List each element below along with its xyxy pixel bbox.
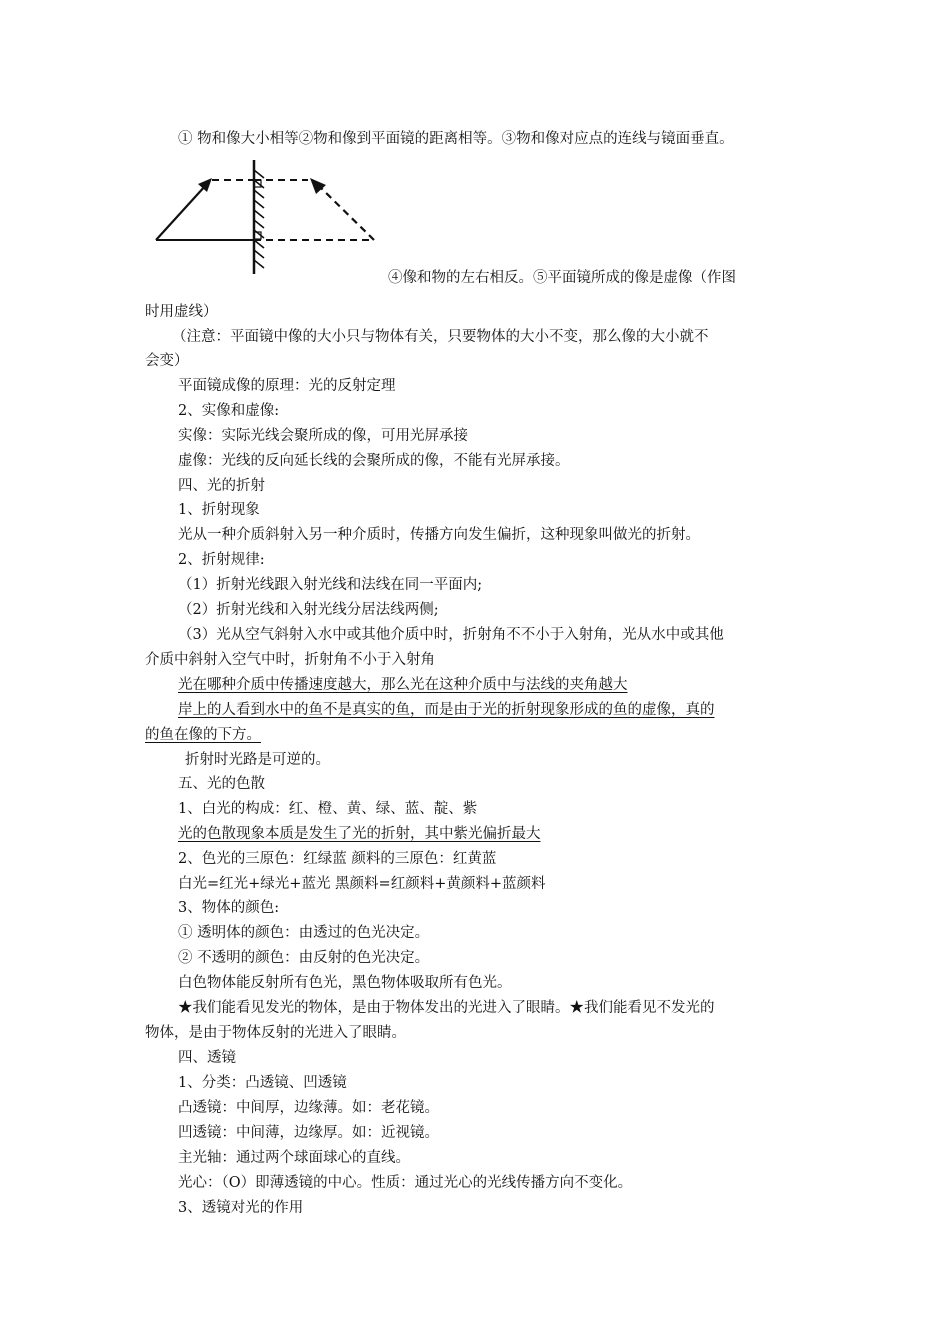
text-line: 虚像：光线的反向延长线的会聚所成的像，不能有光屏承接。 <box>178 453 570 469</box>
text-line: 时用虚线） <box>145 304 218 320</box>
text-line: ④像和物的左右相反。⑤平面镜所成的像是虚像（作图 <box>388 270 736 286</box>
text-line: ② 不透明的颜色：由反射的色光决定。 <box>178 950 430 966</box>
text-line: 介质中斜射入空气中时，折射角不小于入射角 <box>145 652 435 668</box>
section-heading: 2、折射规律: <box>178 552 265 568</box>
text-line: 平面镜成像的原理：光的反射定理 <box>178 378 396 394</box>
text-line: 光心：（O）即薄透镜的中心。性质：通过光心的光线传播方向不变化。 <box>178 1175 633 1191</box>
text-line: ★我们能看见发光的物体，是由于物体发出的光进入了眼睛。★我们能看见不发光的 <box>178 1000 715 1016</box>
underlined-text-line: 光在哪种介质中传播速度越大，那么光在这种介质中与法线的夹角越大 <box>178 677 628 693</box>
text-line: ① 物和像大小相等②物和像到平面镜的距离相等。③物和像对应点的连线与镜面垂直。 <box>178 131 734 147</box>
text-line: （1）折射光线跟入射光线和法线在同一平面内; <box>178 577 483 593</box>
text-line: 光从一种介质斜射入另一种介质时，传播方向发生偏折，这种现象叫做光的折射。 <box>178 527 700 543</box>
section-heading: 3、物体的颜色: <box>178 900 280 916</box>
underlined-text-line: 光的色散现象本质是发生了光的折射，其中紫光偏折最大 <box>178 826 541 842</box>
text-line: 1、白光的构成：红、橙、黄、绿、蓝、靛、紫 <box>178 801 478 817</box>
text-line: 折射时光路是可逆的。 <box>185 752 330 768</box>
text-line: 物体，是由于物体反射的光进入了眼睛。 <box>145 1025 406 1041</box>
section-heading: 五、光的色散 <box>178 776 265 792</box>
text-line: 白光=红光+绿光+蓝光 黑颜料=红颜料+黄颜料+蓝颜料 <box>178 876 546 892</box>
underlined-text-line: 的鱼在像的下方。 <box>145 727 261 743</box>
plane-mirror-diagram <box>148 156 380 278</box>
text-line: 凹透镜：中间薄，边缘厚。如：近视镜。 <box>178 1125 439 1141</box>
text-line: （注意：平面镜中像的大小只与物体有关，只要物体的大小不变，那么像的大小就不 <box>172 329 709 345</box>
text-line: 2、色光的三原色：红绿蓝 颜料的三原色：红黄蓝 <box>178 851 497 867</box>
text-line: （3）光从空气斜射入水中或其他介质中时，折射角不不小于入射角，光从水中或其他 <box>178 627 724 643</box>
section-heading: 四、光的折射 <box>178 478 265 494</box>
text-line: 1、分类：凸透镜、凹透镜 <box>178 1075 347 1091</box>
section-heading: 3、透镜对光的作用 <box>178 1200 304 1216</box>
underlined-text-line: 岸上的人看到水中的鱼不是真实的鱼，而是由于光的折射现象形成的鱼的虚像，真的 <box>178 702 715 718</box>
text-line: （2）折射光线和入射光线分居法线两侧; <box>178 602 439 618</box>
text-line: 凸透镜：中间厚，边缘薄。如：老花镜。 <box>178 1100 439 1116</box>
section-heading: 1、折射现象 <box>178 502 260 518</box>
text-line: ① 透明体的颜色：由透过的色光决定。 <box>178 925 430 941</box>
text-line: 会变） <box>145 353 189 369</box>
text-line: 实像：实际光线会聚所成的像，可用光屏承接 <box>178 428 468 444</box>
section-heading: 四、透镜 <box>178 1050 236 1066</box>
text-line: 主光轴：通过两个球面球心的直线。 <box>178 1150 410 1166</box>
section-heading: 2、实像和虚像: <box>178 403 280 419</box>
text-line: 白色物体能反射所有色光，黑色物体吸取所有色光。 <box>178 975 512 991</box>
